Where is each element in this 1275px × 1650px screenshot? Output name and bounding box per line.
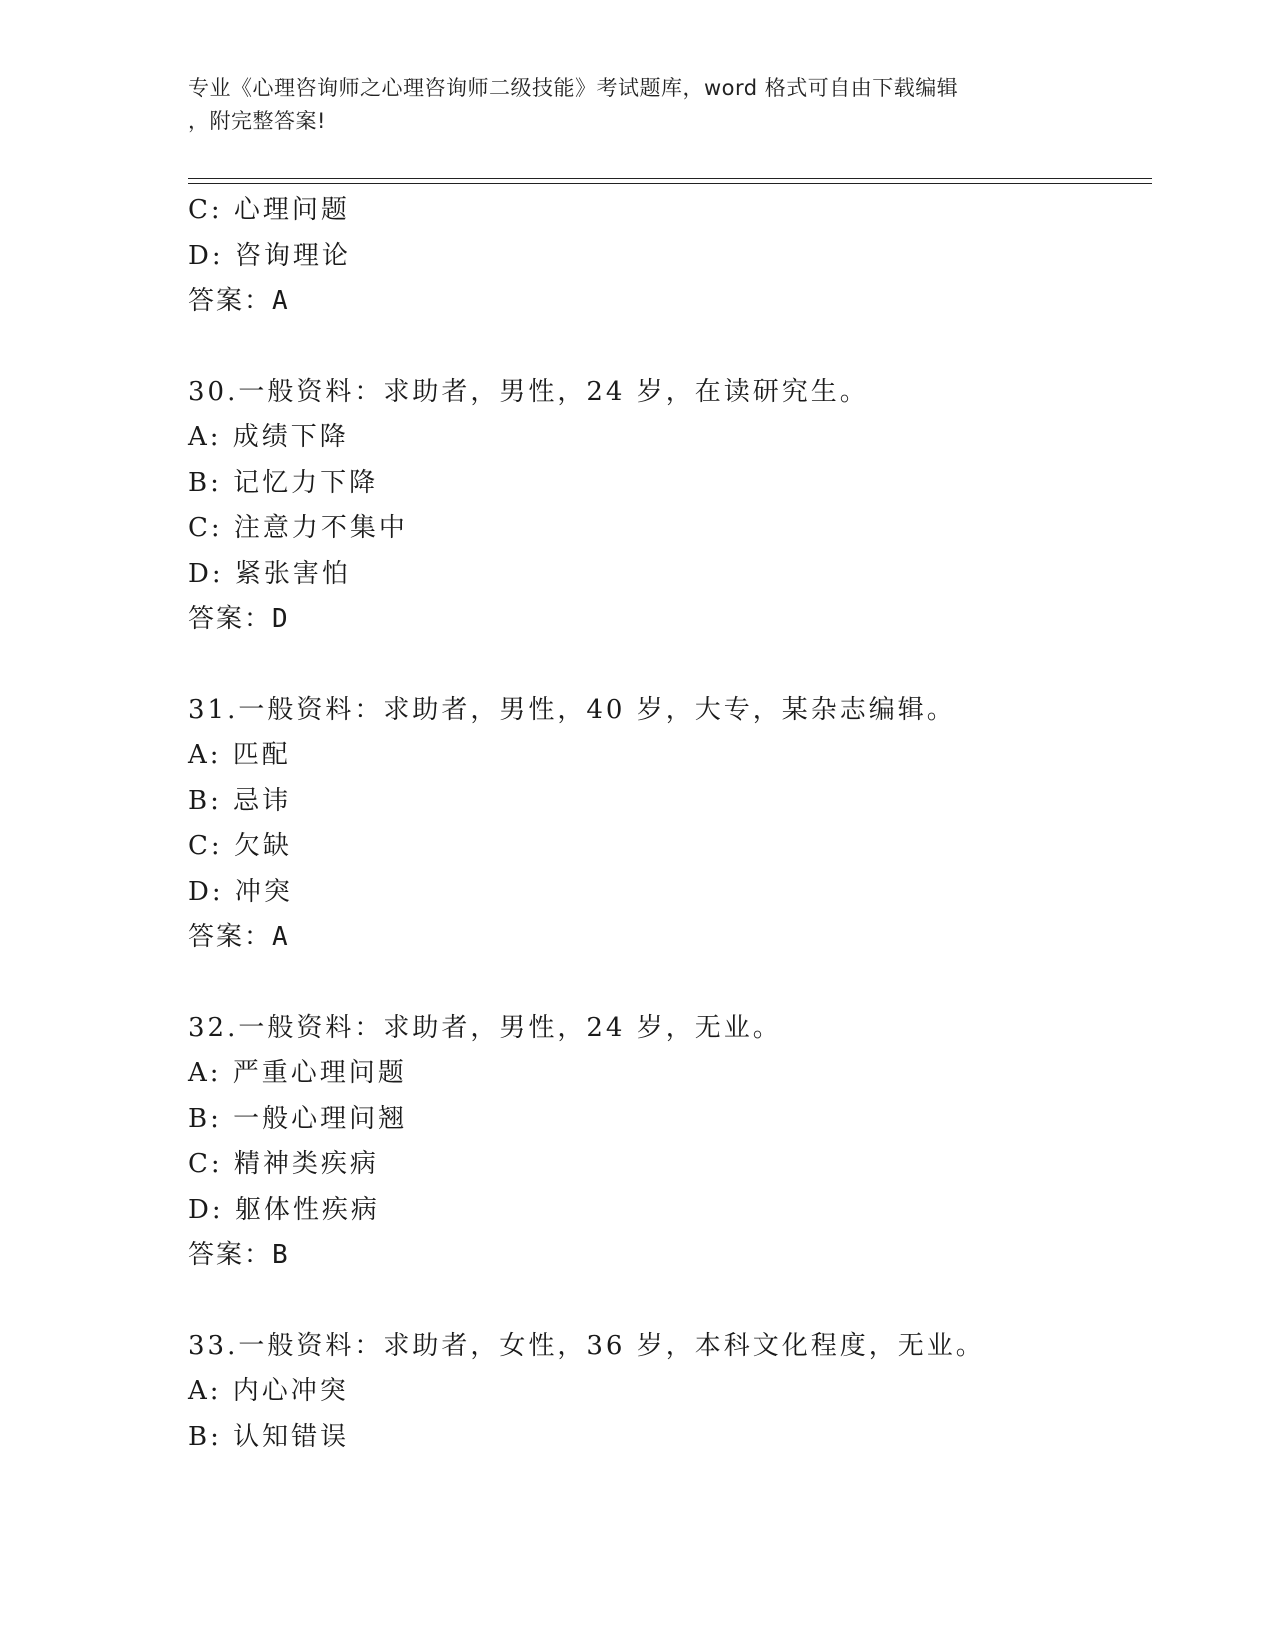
header-line-2: ，附完整答案! — [188, 109, 326, 133]
question-list — [188, 188, 1148, 1460]
question-item — [188, 1006, 1148, 1279]
answer-label: 答案： — [188, 604, 273, 634]
header-rule-top — [188, 178, 1152, 179]
option: D: 躯体性疾病 — [188, 1194, 380, 1225]
answer-line — [188, 597, 1148, 643]
option: C: 精神类疾病 — [188, 1149, 379, 1179]
option: D: 紧张害怕 — [188, 558, 351, 589]
answer-label: 答案： — [188, 1240, 273, 1270]
header-rule-bottom — [188, 183, 1152, 184]
answer-value: B — [272, 1240, 290, 1270]
question-stem: 31.一般资料：求助者，男性，40 岁，大专，某杂志编辑。 — [188, 694, 956, 725]
option: B: 忌讳 — [188, 785, 292, 816]
answer-line — [188, 1233, 1148, 1279]
option: B: 一般心理问翘 — [188, 1103, 408, 1134]
answer-value: A — [272, 286, 290, 316]
question-item — [188, 370, 1148, 643]
option: A: 匹配 — [188, 740, 291, 770]
answer-label: 答案： — [188, 286, 273, 316]
option: A: 严重心理问题 — [188, 1058, 407, 1088]
option: C: 注意力不集中 — [188, 513, 408, 543]
option: D: 咨询理论 — [188, 240, 351, 271]
option: A: 内心冲突 — [188, 1376, 349, 1406]
question-stem: 32.一般资料：求助者，男性，24 岁，无业。 — [188, 1012, 782, 1043]
option: A: 成绩下降 — [188, 422, 349, 452]
answer-line — [188, 915, 1148, 961]
question-item — [188, 1324, 1148, 1461]
question-stem: 33.一般资料：求助者，女性，36 岁，本科文化程度，无业。 — [188, 1330, 985, 1361]
option: B: 认知错误 — [188, 1421, 350, 1452]
question-item — [188, 688, 1148, 961]
option: C: 心理问题 — [188, 195, 350, 225]
answer-label: 答案： — [188, 922, 273, 952]
header-line-1: 专业《心理咨询师之心理咨询师二级技能》考试题库，word 格式可自由下载编辑 — [188, 76, 959, 100]
option: D: 冲突 — [188, 876, 293, 907]
question-stem: 30.一般资料：求助者，男性，24 岁，在读研究生。 — [188, 376, 869, 407]
answer-value: A — [272, 922, 290, 952]
document-header — [188, 72, 1068, 138]
option: B: 记忆力下降 — [188, 467, 379, 498]
answer-value: D — [272, 604, 290, 634]
question-partial — [188, 188, 1148, 325]
answer-line — [188, 279, 1148, 325]
option: C: 欠缺 — [188, 831, 292, 861]
